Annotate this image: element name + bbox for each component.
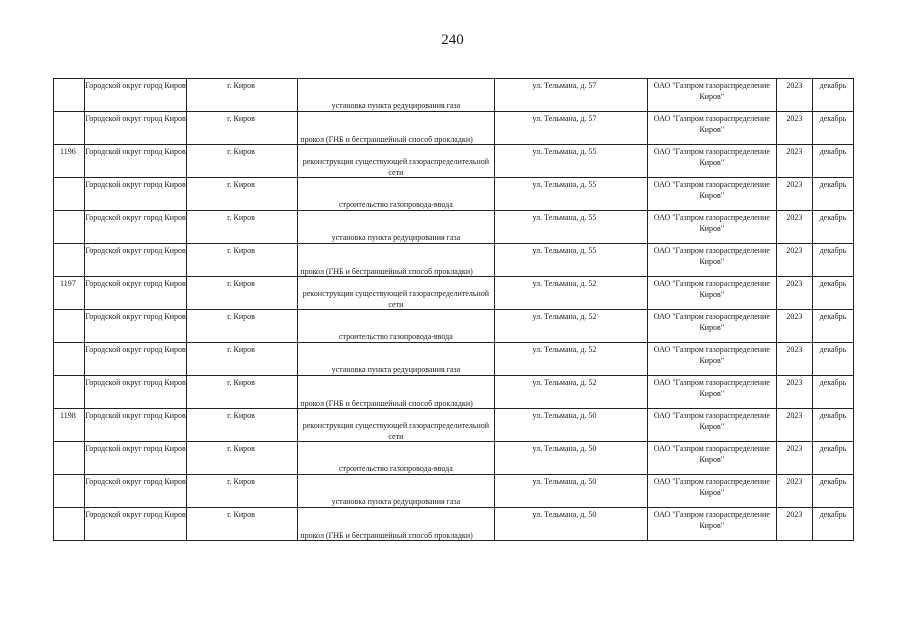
row-number-cell: [54, 79, 85, 112]
year-text: 2023: [786, 147, 803, 156]
month-cell: [812, 376, 853, 409]
table-row: [54, 343, 854, 376]
work-type-cell: [298, 211, 494, 244]
address-cell: [494, 112, 647, 145]
municipal-district-text: Городской округ город Киров: [85, 246, 186, 255]
year-text: 2023: [786, 180, 803, 189]
row-number-cell: [54, 178, 85, 211]
organization-cell: [647, 211, 776, 244]
address-cell: [494, 277, 647, 310]
address-cell: [494, 343, 647, 376]
row-number-cell: [54, 310, 85, 343]
year-cell: [776, 475, 812, 508]
month-text: декабрь: [819, 81, 847, 90]
year-cell: [776, 508, 812, 541]
address-text: ул. Тельмана, д. 52: [532, 312, 597, 321]
work-type-cell: [298, 310, 494, 343]
organization-text: ОАО "Газпром газораспределение Киров": [653, 81, 770, 101]
year-text: 2023: [786, 312, 803, 321]
locality-cell: [187, 409, 298, 442]
work-type-cell: [298, 277, 494, 310]
locality-cell: [187, 343, 298, 376]
municipal-district-cell: [85, 178, 187, 211]
organization-text: ОАО "Газпром газораспределение Киров": [653, 279, 770, 299]
municipal-district-cell: [85, 343, 187, 376]
work-type-cell: [298, 178, 494, 211]
work-type-cell: [298, 112, 494, 145]
year-cell: [776, 211, 812, 244]
locality-cell: [187, 475, 298, 508]
row-number-text: [54, 442, 84, 443]
month-cell: [812, 508, 853, 541]
year-text: 2023: [786, 345, 803, 354]
locality-text: г. Киров: [227, 279, 255, 288]
address-text: ул. Тельмана, д. 57: [532, 114, 597, 123]
table-row: [54, 277, 854, 310]
row-number-text: 1197: [60, 279, 76, 288]
municipal-district-text: Городской округ город Киров: [85, 147, 186, 156]
municipal-district-cell: [85, 442, 187, 475]
row-number-text: [54, 508, 84, 509]
municipal-district-text: Городской округ город Киров: [85, 411, 186, 420]
locality-text: г. Киров: [227, 411, 255, 420]
address-cell: [494, 244, 647, 277]
address-text: ул. Тельмана, д. 55: [532, 180, 597, 189]
table-row: [54, 145, 854, 178]
work-type-text: установка пункта редуцирования газа: [331, 497, 461, 506]
address-text: ул. Тельмана, д. 52: [532, 345, 597, 354]
locality-text: г. Киров: [227, 477, 255, 486]
address-text: ул. Тельмана, д. 55: [532, 246, 597, 255]
month-cell: [812, 178, 853, 211]
organization-text: ОАО "Газпром газораспределение Киров": [653, 246, 770, 266]
month-cell: [812, 79, 853, 112]
locality-cell: [187, 442, 298, 475]
row-number-cell: [54, 211, 85, 244]
month-text: декабрь: [819, 411, 847, 420]
municipal-district-cell: [85, 277, 187, 310]
month-cell: [812, 112, 853, 145]
address-cell: [494, 508, 647, 541]
month-cell: [812, 442, 853, 475]
organization-cell: [647, 310, 776, 343]
row-number-text: [54, 310, 84, 311]
locality-cell: [187, 112, 298, 145]
row-number-text: [54, 475, 84, 476]
row-number-cell: [54, 145, 85, 178]
page-number: 240: [441, 32, 464, 48]
work-type-text: прокол (ГНБ и бестраншейный способ прокладки): [300, 267, 473, 276]
work-type-text: прокол (ГНБ и бестраншейный способ прокладки): [300, 399, 473, 408]
row-number-text: 1198: [60, 411, 76, 420]
table-row: [54, 376, 854, 409]
work-type-text: строительство газопровода-ввода: [339, 332, 453, 341]
table-row: [54, 475, 854, 508]
month-cell: [812, 343, 853, 376]
organization-cell: [647, 409, 776, 442]
organization-text: ОАО "Газпром газораспределение Киров": [653, 147, 770, 167]
year-text: 2023: [786, 279, 803, 288]
row-number-text: [54, 376, 84, 377]
work-type-text: установка пункта редуцирования газа: [331, 365, 461, 374]
row-number-cell: [54, 409, 85, 442]
municipal-district-cell: [85, 112, 187, 145]
year-cell: [776, 343, 812, 376]
year-text: 2023: [786, 213, 803, 222]
locality-text: г. Киров: [227, 81, 255, 90]
table-row: [54, 211, 854, 244]
organization-cell: [647, 79, 776, 112]
row-number-text: [54, 112, 84, 113]
organization-cell: [647, 277, 776, 310]
table-row: [54, 442, 854, 475]
address-cell: [494, 145, 647, 178]
work-type-text: установка пункта редуцирования газа: [331, 101, 461, 110]
organization-cell: [647, 244, 776, 277]
year-text: 2023: [786, 477, 803, 486]
month-text: декабрь: [819, 444, 847, 453]
organization-cell: [647, 376, 776, 409]
address-cell: [494, 310, 647, 343]
month-cell: [812, 409, 853, 442]
address-text: ул. Тельмана, д. 52: [532, 378, 597, 387]
month-text: декабрь: [819, 378, 847, 387]
organization-cell: [647, 508, 776, 541]
year-text: 2023: [786, 246, 803, 255]
year-text: 2023: [786, 444, 803, 453]
month-text: декабрь: [819, 114, 847, 123]
register-table: [53, 78, 854, 541]
municipal-district-cell: [85, 310, 187, 343]
row-number-cell: [54, 475, 85, 508]
locality-text: г. Киров: [227, 378, 255, 387]
address-cell: [494, 475, 647, 508]
year-text: 2023: [786, 378, 803, 387]
locality-text: г. Киров: [227, 510, 255, 519]
row-number-text: [54, 211, 84, 212]
year-cell: [776, 178, 812, 211]
work-type-text: прокол (ГНБ и бестраншейный способ прокладки): [300, 531, 473, 540]
work-type-cell: [298, 145, 494, 178]
table-row: [54, 112, 854, 145]
row-number-cell: [54, 343, 85, 376]
locality-cell: [187, 310, 298, 343]
organization-cell: [647, 178, 776, 211]
row-number-cell: [54, 508, 85, 541]
row-number-cell: [54, 112, 85, 145]
work-type-cell: [298, 409, 494, 442]
row-number-cell: [54, 244, 85, 277]
organization-text: ОАО "Газпром газораспределение Киров": [653, 444, 770, 464]
locality-cell: [187, 211, 298, 244]
municipal-district-text: Городской округ город Киров: [85, 345, 186, 354]
work-type-cell: [298, 475, 494, 508]
locality-cell: [187, 244, 298, 277]
organization-cell: [647, 112, 776, 145]
row-number-text: [54, 79, 84, 80]
organization-text: ОАО "Газпром газораспределение Киров": [653, 510, 770, 530]
work-type-text: установка пункта редуцирования газа: [331, 233, 461, 242]
municipal-district-text: Городской округ город Киров: [85, 510, 186, 519]
address-cell: [494, 178, 647, 211]
month-text: декабрь: [819, 279, 847, 288]
year-cell: [776, 244, 812, 277]
locality-text: г. Киров: [227, 213, 255, 222]
table-row: [54, 409, 854, 442]
month-cell: [812, 145, 853, 178]
locality-cell: [187, 277, 298, 310]
work-type-text: реконструкция существующей газораспределительной сети: [302, 157, 490, 177]
municipal-district-cell: [85, 475, 187, 508]
month-cell: [812, 310, 853, 343]
table-row: [54, 310, 854, 343]
month-cell: [812, 211, 853, 244]
month-text: декабрь: [819, 477, 847, 486]
municipal-district-cell: [85, 79, 187, 112]
organization-cell: [647, 343, 776, 376]
month-text: декабрь: [819, 510, 847, 519]
month-cell: [812, 244, 853, 277]
organization-text: ОАО "Газпром газораспределение Киров": [653, 312, 770, 332]
locality-text: г. Киров: [227, 444, 255, 453]
locality-text: г. Киров: [227, 312, 255, 321]
table-row: [54, 178, 854, 211]
municipal-district-cell: [85, 376, 187, 409]
organization-text: ОАО "Газпром газораспределение Киров": [653, 114, 770, 134]
table-row: [54, 79, 854, 112]
table-row: [54, 244, 854, 277]
address-text: ул. Тельмана, д. 55: [532, 213, 597, 222]
address-text: ул. Тельмана, д. 50: [532, 411, 597, 420]
month-text: декабрь: [819, 213, 847, 222]
municipal-district-cell: [85, 244, 187, 277]
address-text: ул. Тельмана, д. 50: [532, 444, 597, 453]
year-cell: [776, 409, 812, 442]
year-cell: [776, 112, 812, 145]
work-type-cell: [298, 442, 494, 475]
municipal-district-text: Городской округ город Киров: [85, 444, 186, 453]
locality-cell: [187, 79, 298, 112]
work-type-cell: [298, 376, 494, 409]
month-text: декабрь: [819, 345, 847, 354]
locality-text: г. Киров: [227, 345, 255, 354]
register-table-body: [54, 79, 854, 541]
work-type-cell: [298, 79, 494, 112]
address-cell: [494, 79, 647, 112]
municipal-district-cell: [85, 409, 187, 442]
work-type-text: реконструкция существующей газораспределительной сети: [302, 421, 490, 441]
row-number-cell: [54, 277, 85, 310]
municipal-district-text: Городской округ город Киров: [85, 312, 186, 321]
year-cell: [776, 376, 812, 409]
work-type-cell: [298, 508, 494, 541]
row-number-text: [54, 178, 84, 179]
year-text: 2023: [786, 114, 803, 123]
organization-cell: [647, 475, 776, 508]
municipal-district-text: Городской округ город Киров: [85, 279, 186, 288]
municipal-district-text: Городской округ город Киров: [85, 213, 186, 222]
organization-text: ОАО "Газпром газораспределение Киров": [653, 477, 770, 497]
month-text: декабрь: [819, 147, 847, 156]
municipal-district-cell: [85, 145, 187, 178]
work-type-cell: [298, 244, 494, 277]
locality-cell: [187, 178, 298, 211]
year-cell: [776, 310, 812, 343]
address-text: ул. Тельмана, д. 50: [532, 477, 597, 486]
address-cell: [494, 376, 647, 409]
row-number-cell: [54, 442, 85, 475]
locality-text: г. Киров: [227, 147, 255, 156]
municipal-district-text: Городской округ город Киров: [85, 477, 186, 486]
year-text: 2023: [786, 411, 803, 420]
month-cell: [812, 475, 853, 508]
address-text: ул. Тельмана, д. 57: [532, 81, 597, 90]
work-type-text: реконструкция существующей газораспределительной сети: [302, 289, 490, 309]
year-text: 2023: [786, 81, 803, 90]
organization-text: ОАО "Газпром газораспределение Киров": [653, 411, 770, 431]
organization-cell: [647, 145, 776, 178]
address-text: ул. Тельмана, д. 55: [532, 147, 597, 156]
month-text: декабрь: [819, 180, 847, 189]
organization-text: ОАО "Газпром газораспределение Киров": [653, 345, 770, 365]
table-row: [54, 508, 854, 541]
address-text: ул. Тельмана, д. 50: [532, 510, 597, 519]
address-cell: [494, 211, 647, 244]
year-cell: [776, 442, 812, 475]
locality-cell: [187, 508, 298, 541]
organization-text: ОАО "Газпром газораспределение Киров": [653, 378, 770, 398]
row-number-text: [54, 343, 84, 344]
organization-text: ОАО "Газпром газораспределение Киров": [653, 213, 770, 233]
month-text: декабрь: [819, 246, 847, 255]
locality-cell: [187, 376, 298, 409]
year-cell: [776, 277, 812, 310]
row-number-text: 1196: [60, 147, 76, 156]
work-type-text: прокол (ГНБ и бестраншейный способ прокладки): [300, 135, 473, 144]
municipal-district-text: Городской округ город Киров: [85, 180, 186, 189]
municipal-district-cell: [85, 211, 187, 244]
organization-cell: [647, 442, 776, 475]
locality-cell: [187, 145, 298, 178]
address-text: ул. Тельмана, д. 52: [532, 279, 597, 288]
month-text: декабрь: [819, 312, 847, 321]
locality-text: г. Киров: [227, 180, 255, 189]
locality-text: г. Киров: [227, 114, 255, 123]
year-cell: [776, 145, 812, 178]
address-cell: [494, 442, 647, 475]
row-number-text: [54, 244, 84, 245]
municipal-district-cell: [85, 508, 187, 541]
municipal-district-text: Городской округ город Киров: [85, 378, 186, 387]
work-type-text: строительство газопровода-ввода: [339, 200, 453, 209]
year-text: 2023: [786, 510, 803, 519]
work-type-cell: [298, 343, 494, 376]
locality-text: г. Киров: [227, 246, 255, 255]
row-number-cell: [54, 376, 85, 409]
municipal-district-text: Городской округ город Киров: [85, 81, 186, 90]
month-cell: [812, 277, 853, 310]
year-cell: [776, 79, 812, 112]
address-cell: [494, 409, 647, 442]
municipal-district-text: Городской округ город Киров: [85, 114, 186, 123]
organization-text: ОАО "Газпром газораспределение Киров": [653, 180, 770, 200]
work-type-text: строительство газопровода-ввода: [339, 464, 453, 473]
